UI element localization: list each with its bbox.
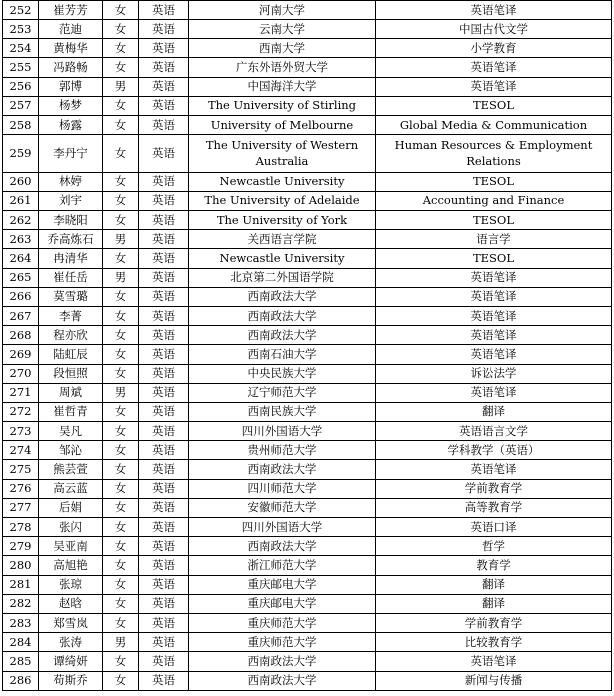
table-row — [3, 77, 612, 96]
table-row — [3, 191, 612, 210]
row-number-cell: 272 — [3, 402, 39, 421]
school-cell: 重庆邮电大学 — [189, 575, 376, 594]
language-cell: 英语 — [139, 652, 189, 671]
major-cell: 学科教学（英语） — [376, 441, 612, 460]
major-cell: 英语笔译 — [376, 287, 612, 306]
row-number-cell: 271 — [3, 383, 39, 402]
school-cell: 西南政法大学 — [189, 652, 376, 671]
language-cell: 英语 — [139, 20, 189, 39]
row-number-cell: 279 — [3, 537, 39, 556]
language-cell: 英语 — [139, 422, 189, 441]
name-cell: 杨梦 — [39, 96, 103, 115]
row-number-cell: 285 — [3, 652, 39, 671]
row-number-cell: 281 — [3, 575, 39, 594]
language-cell: 英语 — [139, 249, 189, 268]
table-row — [3, 633, 612, 652]
school-cell: 辽宁师范大学 — [189, 383, 376, 402]
name-cell: 邹沁 — [39, 441, 103, 460]
language-cell: 英语 — [139, 115, 189, 134]
language-cell: 英语 — [139, 575, 189, 594]
major-cell: 语言学 — [376, 230, 612, 249]
school-cell: The University of Adelaide — [189, 191, 376, 210]
school-cell: 西南政法大学 — [189, 326, 376, 345]
name-cell: 陆虹辰 — [39, 345, 103, 364]
school-cell: University of Melbourne — [189, 115, 376, 134]
language-cell: 英语 — [139, 402, 189, 421]
table-row — [3, 326, 612, 345]
major-cell: 英语笔译 — [376, 306, 612, 325]
major-cell: 英语笔译 — [376, 460, 612, 479]
name-cell: 谭绮妍 — [39, 652, 103, 671]
name-cell: 刘宇 — [39, 191, 103, 210]
row-number-cell: 267 — [3, 306, 39, 325]
language-cell: 英语 — [139, 230, 189, 249]
gender-cell: 女 — [103, 96, 139, 115]
name-cell: 高云蓝 — [39, 479, 103, 498]
school-cell: 云南大学 — [189, 20, 376, 39]
language-cell: 英语 — [139, 518, 189, 537]
name-cell: 吴亚南 — [39, 537, 103, 556]
name-cell: 李菁 — [39, 306, 103, 325]
school-cell: 北京第二外国语学院 — [189, 268, 376, 287]
school-cell: 西南大学 — [189, 39, 376, 58]
name-cell: 熊芸萱 — [39, 460, 103, 479]
language-cell: 英语 — [139, 364, 189, 383]
major-cell: 新闻与传播 — [376, 671, 612, 690]
gender-cell: 女 — [103, 345, 139, 364]
name-cell: 段恒照 — [39, 364, 103, 383]
gender-cell: 女 — [103, 422, 139, 441]
school-cell: The University of York — [189, 211, 376, 230]
gender-cell: 女 — [103, 39, 139, 58]
name-cell: 后娟 — [39, 498, 103, 517]
major-cell: 英语笔译 — [376, 652, 612, 671]
row-number-cell: 253 — [3, 20, 39, 39]
name-cell: 范迪 — [39, 20, 103, 39]
school-cell: 中央民族大学 — [189, 364, 376, 383]
name-cell: 张涛 — [39, 633, 103, 652]
school-cell: 四川外国语大学 — [189, 422, 376, 441]
gender-cell: 男 — [103, 383, 139, 402]
name-cell: 高旭艳 — [39, 556, 103, 575]
name-cell: 苟斯乔 — [39, 671, 103, 690]
table-row — [3, 383, 612, 402]
major-cell: 翻译 — [376, 594, 612, 613]
gender-cell: 女 — [103, 402, 139, 421]
gender-cell: 男 — [103, 268, 139, 287]
row-number-cell: 284 — [3, 633, 39, 652]
language-cell: 英语 — [139, 537, 189, 556]
gender-cell: 女 — [103, 556, 139, 575]
table-row — [3, 575, 612, 594]
school-cell: 关西语言学院 — [189, 230, 376, 249]
school-cell: 中国海洋大学 — [189, 77, 376, 96]
gender-cell: 男 — [103, 230, 139, 249]
gender-cell: 女 — [103, 652, 139, 671]
name-cell: 崔芳芳 — [39, 1, 103, 20]
gender-cell: 女 — [103, 191, 139, 210]
language-cell: 英语 — [139, 1, 189, 20]
table-row — [3, 211, 612, 230]
major-cell: 哲学 — [376, 537, 612, 556]
school-cell: 西南政法大学 — [189, 287, 376, 306]
school-cell: 广东外语外贸大学 — [189, 58, 376, 77]
language-cell: 英语 — [139, 671, 189, 690]
row-number-cell: 257 — [3, 96, 39, 115]
table-row — [3, 96, 612, 115]
name-cell: 杨露 — [39, 115, 103, 134]
school-cell: 西南政法大学 — [189, 671, 376, 690]
name-cell: 吴凡 — [39, 422, 103, 441]
major-cell: 小学教育 — [376, 39, 612, 58]
gender-cell: 女 — [103, 1, 139, 20]
gender-cell: 女 — [103, 575, 139, 594]
language-cell: 英语 — [139, 287, 189, 306]
major-cell: 英语笔译 — [376, 1, 612, 20]
school-cell: 贵州师范大学 — [189, 441, 376, 460]
row-number-cell: 286 — [3, 671, 39, 690]
name-cell: 程亦欣 — [39, 326, 103, 345]
language-cell: 英语 — [139, 479, 189, 498]
language-cell: 英语 — [139, 460, 189, 479]
name-cell: 周斌 — [39, 383, 103, 402]
language-cell: 英语 — [139, 326, 189, 345]
gender-cell: 女 — [103, 364, 139, 383]
row-number-cell: 252 — [3, 1, 39, 20]
language-cell: 英语 — [139, 77, 189, 96]
name-cell: 冉清华 — [39, 249, 103, 268]
school-cell: 四川外国语大学 — [189, 518, 376, 537]
table-row — [3, 652, 612, 671]
language-cell: 英语 — [139, 135, 189, 173]
table-row — [3, 422, 612, 441]
row-number-cell: 261 — [3, 191, 39, 210]
gender-cell: 女 — [103, 594, 139, 613]
table-row — [3, 613, 612, 632]
table-row — [3, 1, 612, 20]
row-number-cell: 258 — [3, 115, 39, 134]
language-cell: 英语 — [139, 498, 189, 517]
row-number-cell: 276 — [3, 479, 39, 498]
table-row — [3, 479, 612, 498]
major-cell: TESOL — [376, 96, 612, 115]
major-cell: TESOL — [376, 211, 612, 230]
row-number-cell: 265 — [3, 268, 39, 287]
language-cell: 英语 — [139, 39, 189, 58]
language-cell: 英语 — [139, 594, 189, 613]
gender-cell: 女 — [103, 498, 139, 517]
school-cell: 四川师范大学 — [189, 479, 376, 498]
name-cell: 李丹宁 — [39, 135, 103, 173]
gender-cell: 女 — [103, 211, 139, 230]
row-number-cell: 283 — [3, 613, 39, 632]
table-row — [3, 287, 612, 306]
gender-cell: 女 — [103, 479, 139, 498]
row-number-cell: 266 — [3, 287, 39, 306]
gender-cell: 女 — [103, 537, 139, 556]
language-cell: 英语 — [139, 633, 189, 652]
row-number-cell: 255 — [3, 58, 39, 77]
name-cell: 张琼 — [39, 575, 103, 594]
gender-cell: 女 — [103, 58, 139, 77]
gender-cell: 女 — [103, 518, 139, 537]
major-cell: 翻译 — [376, 402, 612, 421]
school-cell: 重庆师范大学 — [189, 633, 376, 652]
gender-cell: 男 — [103, 633, 139, 652]
table-row — [3, 135, 612, 173]
table-row — [3, 58, 612, 77]
table-row — [3, 172, 612, 191]
major-cell: Accounting and Finance — [376, 191, 612, 210]
language-cell: 英语 — [139, 345, 189, 364]
table-row — [3, 518, 612, 537]
name-cell: 郭博 — [39, 77, 103, 96]
row-number-cell: 280 — [3, 556, 39, 575]
gender-cell: 女 — [103, 306, 139, 325]
name-cell: 黄梅华 — [39, 39, 103, 58]
language-cell: 英语 — [139, 268, 189, 287]
name-cell: 林婷 — [39, 172, 103, 191]
row-number-cell: 282 — [3, 594, 39, 613]
school-cell: 西南政法大学 — [189, 460, 376, 479]
gender-cell: 女 — [103, 287, 139, 306]
row-number-cell: 278 — [3, 518, 39, 537]
school-cell: Newcastle University — [189, 172, 376, 191]
row-number-cell: 274 — [3, 441, 39, 460]
table-row — [3, 402, 612, 421]
table-row — [3, 268, 612, 287]
name-cell: 冯路畅 — [39, 58, 103, 77]
table-row — [3, 364, 612, 383]
major-cell: 学前教育学 — [376, 613, 612, 632]
row-number-cell: 268 — [3, 326, 39, 345]
language-cell: 英语 — [139, 613, 189, 632]
name-cell: 莫雪璐 — [39, 287, 103, 306]
table-row — [3, 537, 612, 556]
major-cell: 英语语言文学 — [376, 422, 612, 441]
major-cell: 英语笔译 — [376, 326, 612, 345]
table-row — [3, 671, 612, 690]
major-cell: 学前教育学 — [376, 479, 612, 498]
major-cell: Human Resources & Employment Relations — [376, 135, 612, 173]
school-cell: 西南政法大学 — [189, 537, 376, 556]
major-cell: 诉讼法学 — [376, 364, 612, 383]
major-cell: 比较教育学 — [376, 633, 612, 652]
table-row — [3, 306, 612, 325]
major-cell: 教育学 — [376, 556, 612, 575]
school-cell: 河南大学 — [189, 1, 376, 20]
major-cell: 中国古代文学 — [376, 20, 612, 39]
major-cell: 英语笔译 — [376, 383, 612, 402]
gender-cell: 女 — [103, 135, 139, 173]
gender-cell: 女 — [103, 172, 139, 191]
major-cell: 英语笔译 — [376, 345, 612, 364]
row-number-cell: 256 — [3, 77, 39, 96]
major-cell: Global Media & Communication — [376, 115, 612, 134]
school-cell: 西南民族大学 — [189, 402, 376, 421]
row-number-cell: 263 — [3, 230, 39, 249]
gender-cell: 女 — [103, 460, 139, 479]
major-cell: 翻译 — [376, 575, 612, 594]
school-cell: The University of Stirling — [189, 96, 376, 115]
row-number-cell: 254 — [3, 39, 39, 58]
table-row — [3, 498, 612, 517]
table-row — [3, 594, 612, 613]
major-cell: 英语笔译 — [376, 77, 612, 96]
name-cell: 崔任岳 — [39, 268, 103, 287]
row-number-cell: 275 — [3, 460, 39, 479]
major-cell: 英语笔译 — [376, 268, 612, 287]
row-number-cell: 264 — [3, 249, 39, 268]
major-cell: TESOL — [376, 249, 612, 268]
table-row — [3, 345, 612, 364]
language-cell: 英语 — [139, 191, 189, 210]
table-row — [3, 249, 612, 268]
gender-cell: 女 — [103, 249, 139, 268]
name-cell: 崔哲青 — [39, 402, 103, 421]
table-row — [3, 20, 612, 39]
row-number-cell: 277 — [3, 498, 39, 517]
school-cell: The University of Western Australia — [189, 135, 376, 173]
language-cell: 英语 — [139, 58, 189, 77]
table-row — [3, 441, 612, 460]
language-cell: 英语 — [139, 383, 189, 402]
table-row — [3, 460, 612, 479]
table-row — [3, 556, 612, 575]
language-cell: 英语 — [139, 441, 189, 460]
name-cell: 赵晗 — [39, 594, 103, 613]
name-cell: 郑雪岚 — [39, 613, 103, 632]
gender-cell: 男 — [103, 77, 139, 96]
school-cell: 西南政法大学 — [189, 306, 376, 325]
language-cell: 英语 — [139, 96, 189, 115]
gender-cell: 女 — [103, 613, 139, 632]
roster-table-body — [3, 1, 612, 691]
gender-cell: 女 — [103, 441, 139, 460]
school-cell: 重庆邮电大学 — [189, 594, 376, 613]
language-cell: 英语 — [139, 172, 189, 191]
name-cell: 李晓阳 — [39, 211, 103, 230]
major-cell: 英语口译 — [376, 518, 612, 537]
gender-cell: 女 — [103, 671, 139, 690]
language-cell: 英语 — [139, 556, 189, 575]
table-row — [3, 230, 612, 249]
name-cell: 张闪 — [39, 518, 103, 537]
major-cell: 高等教育学 — [376, 498, 612, 517]
school-cell: 安徽师范大学 — [189, 498, 376, 517]
roster-table — [2, 0, 612, 691]
gender-cell: 女 — [103, 20, 139, 39]
language-cell: 英语 — [139, 211, 189, 230]
row-number-cell: 270 — [3, 364, 39, 383]
school-cell: 浙江师范大学 — [189, 556, 376, 575]
row-number-cell: 262 — [3, 211, 39, 230]
table-row — [3, 39, 612, 58]
language-cell: 英语 — [139, 306, 189, 325]
school-cell: 西南石油大学 — [189, 345, 376, 364]
name-cell: 乔高炼石 — [39, 230, 103, 249]
gender-cell: 女 — [103, 115, 139, 134]
row-number-cell: 269 — [3, 345, 39, 364]
gender-cell: 女 — [103, 326, 139, 345]
school-cell: Newcastle University — [189, 249, 376, 268]
row-number-cell: 260 — [3, 172, 39, 191]
row-number-cell: 259 — [3, 135, 39, 173]
major-cell: 英语笔译 — [376, 58, 612, 77]
table-row — [3, 115, 612, 134]
major-cell: TESOL — [376, 172, 612, 191]
school-cell: 重庆师范大学 — [189, 613, 376, 632]
row-number-cell: 273 — [3, 422, 39, 441]
